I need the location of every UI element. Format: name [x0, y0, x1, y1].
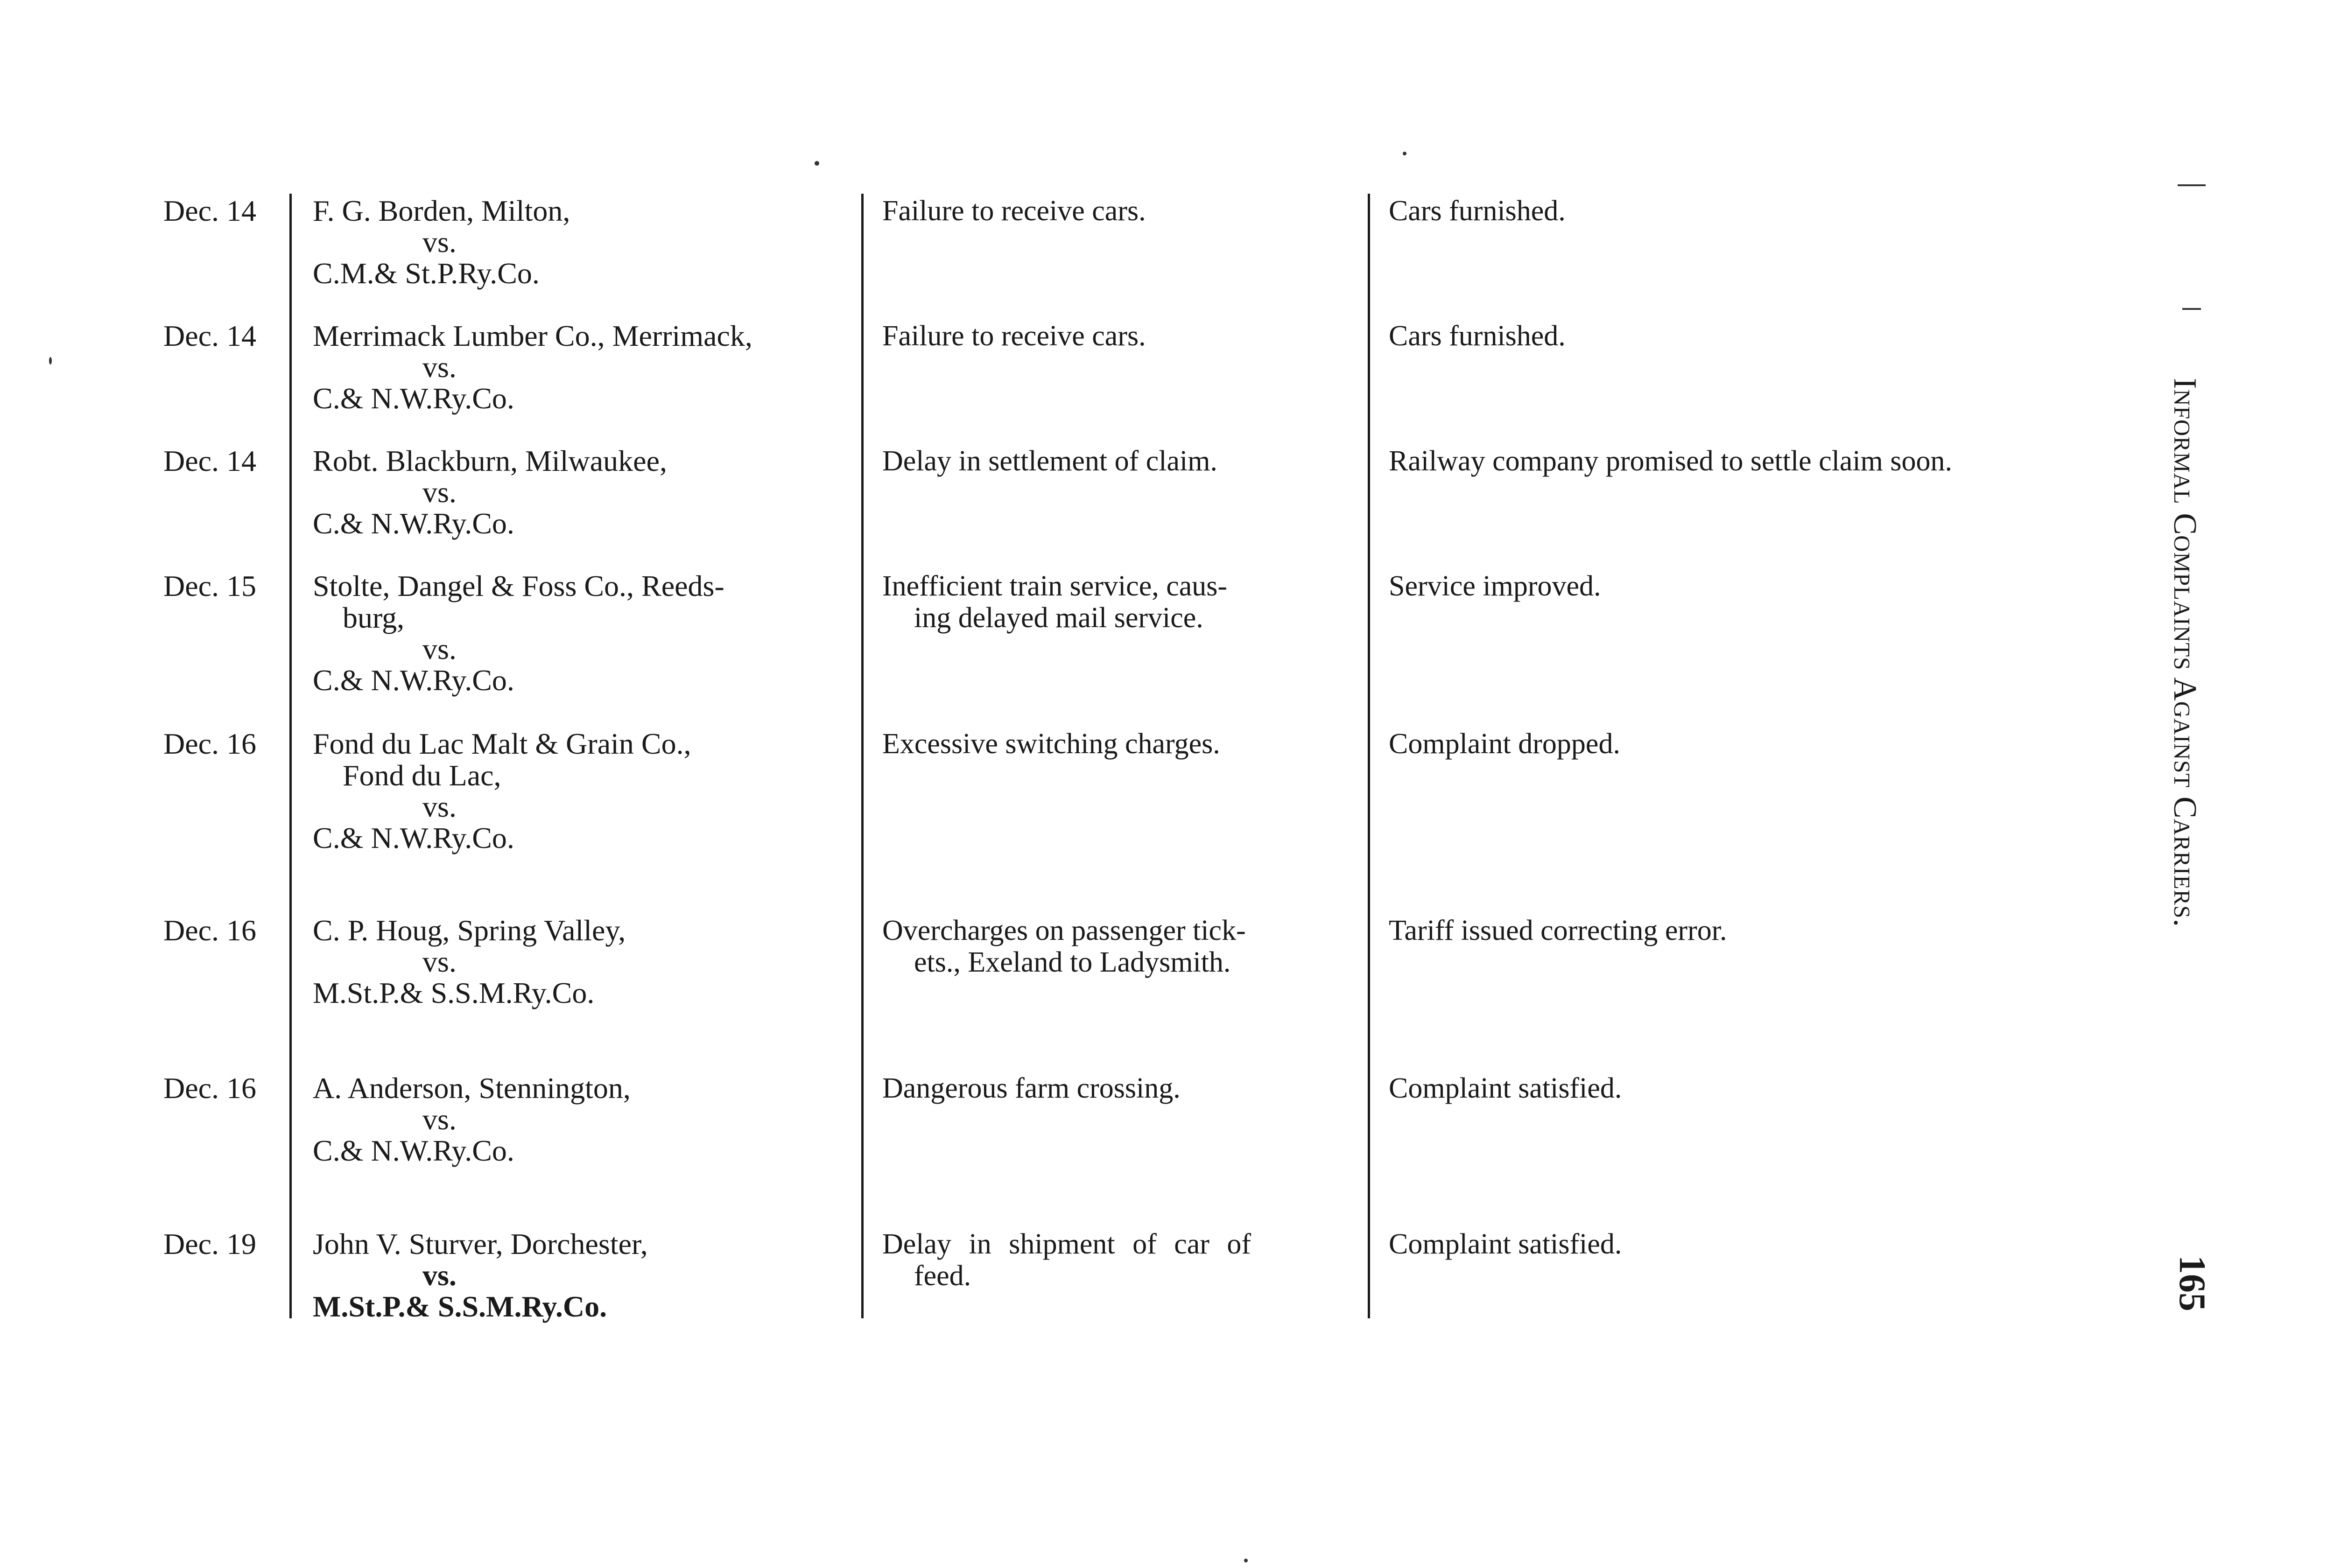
versus-label: vs. [422, 1259, 457, 1292]
versus-label: vs. [422, 350, 457, 384]
carrier-name: C.& N.W.Ry.Co. [313, 664, 514, 697]
complainant-line: A. Anderson, Stennington, [313, 1071, 631, 1105]
running-head: Informal Complaints Against Carriers. [2167, 378, 2203, 927]
entry-parties [313, 320, 859, 414]
entry-parties [313, 915, 859, 1009]
entry-date: Dec. 14 [163, 194, 257, 227]
complaint-line: ing delayed mail service. [914, 602, 1203, 634]
entry-date: Dec. 16 [163, 1071, 257, 1105]
column-rule-date [289, 194, 292, 1318]
carrier-name: C.& N.W.Ry.Co. [313, 382, 514, 415]
entry-disposition: Complaint dropped. [1389, 728, 1620, 760]
entry-date: Dec. 14 [163, 444, 257, 477]
complainant-line: John V. Sturver, Dorchester, [313, 1227, 648, 1260]
complainant-line: burg, [343, 601, 405, 634]
complaint-line: Delay in shipment of car of [882, 1228, 1251, 1260]
entry-disposition: Complaint satisfied. [1389, 1072, 1622, 1104]
complainant-line: Fond du Lac, [343, 759, 501, 792]
entry-date: Dec. 15 [163, 569, 257, 602]
column-rule-complaint [1368, 194, 1370, 1318]
entry-disposition: Cars furnished. [1389, 195, 1566, 227]
entry-date: Dec. 16 [163, 727, 257, 760]
versus-label: vs. [422, 1103, 457, 1136]
versus-label: vs. [422, 632, 457, 665]
entry-date: Dec. 16 [163, 914, 257, 947]
entry-disposition: Tariff issued correcting error. [1389, 915, 1727, 946]
complaint-line: Failure to receive cars. [882, 195, 1146, 227]
entry-parties [313, 195, 859, 289]
complaint-line: ets., Exeland to Ladysmith. [914, 946, 1231, 978]
scan-speck [1244, 1559, 1248, 1562]
complaint-line: Overcharges on passenger tick- [882, 915, 1246, 946]
scan-speck [49, 357, 52, 364]
carrier-name: C.& N.W.Ry.Co. [313, 507, 514, 540]
entry-date: Dec. 14 [163, 319, 257, 352]
versus-label: vs. [422, 476, 457, 509]
scan-speck [2178, 184, 2206, 186]
entry-complaint [882, 1228, 1363, 1292]
entry-parties [313, 445, 859, 539]
complainant-line: Merrimack Lumber Co., Merrimack, [313, 319, 752, 352]
versus-label: vs. [422, 225, 457, 259]
complainant-line: F. G. Borden, Milton, [313, 194, 570, 227]
entry-disposition: Complaint satisfied. [1389, 1228, 1622, 1260]
carrier-name: C.& N.W.Ry.Co. [313, 821, 514, 854]
complainant-line: Stolte, Dangel & Foss Co., Reeds- [313, 569, 724, 602]
entry-complaint [882, 445, 1363, 477]
entry-complaint [882, 728, 1363, 760]
complaint-line: Failure to receive cars. [882, 320, 1146, 352]
entry-date: Dec. 19 [163, 1227, 257, 1260]
entry-disposition: Railway company promised to settle claim soon. [1389, 445, 1953, 477]
complaint-line: Dangerous farm crossing. [882, 1072, 1181, 1104]
entry-parties [313, 570, 859, 696]
entry-complaint [882, 915, 1363, 978]
entry-complaint [882, 570, 1363, 634]
scan-speck [1403, 152, 1406, 155]
entry-complaint [882, 195, 1363, 227]
entry-complaint [882, 320, 1363, 352]
entry-complaint [882, 1072, 1363, 1104]
carrier-name: M.St.P.& S.S.M.Ry.Co. [313, 976, 595, 1009]
complaint-line: feed. [914, 1260, 971, 1292]
complainant-line: Fond du Lac Malt & Grain Co., [313, 727, 691, 760]
entry-parties [313, 1228, 859, 1323]
column-rule-parties [861, 194, 864, 1318]
carrier-name: C.& N.W.Ry.Co. [313, 1134, 514, 1167]
carrier-name: C.M.& St.P.Ry.Co. [313, 257, 540, 290]
complaint-line: Delay in settlement of claim. [882, 445, 1217, 477]
carrier-name: M.St.P.& S.S.M.Ry.Co. [313, 1290, 607, 1323]
entry-disposition: Service improved. [1389, 570, 1601, 602]
versus-label: vs. [422, 945, 457, 978]
versus-label: vs. [422, 790, 457, 823]
complaint-line: Inefficient train service, caus- [882, 570, 1228, 602]
entry-parties [313, 728, 859, 854]
complainant-line: C. P. Houg, Spring Valley, [313, 914, 626, 947]
scan-speck [2182, 308, 2201, 310]
page-number: 165 [2172, 1255, 2213, 1311]
scan-speck [815, 161, 819, 166]
complaint-line: Excessive switching charges. [882, 728, 1220, 760]
entry-parties [313, 1072, 859, 1167]
complainant-line: Robt. Blackburn, Milwaukee, [313, 444, 667, 477]
entry-disposition: Cars furnished. [1389, 320, 1566, 352]
